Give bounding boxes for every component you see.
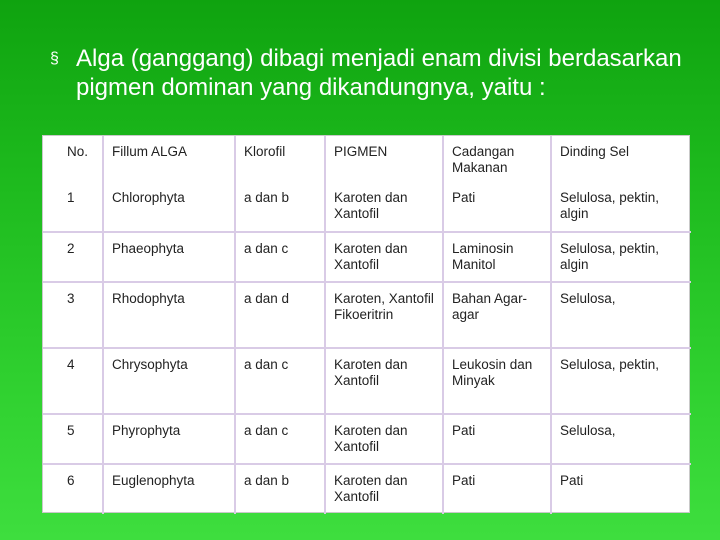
cell-cadangan: Pati: [443, 414, 551, 464]
cell-no: 5: [43, 414, 103, 464]
cell-pigmen: Karoten dan Xantofil: [325, 414, 443, 464]
cell-pigmen: Karoten dan Xantofil: [325, 464, 443, 514]
cell-dinding: Pati: [560, 473, 584, 488]
cell-fillum: Phyrophyta: [103, 414, 235, 464]
cell-pigmen: Karoten dan Xantofil: [325, 182, 443, 232]
cell-klorofil: a dan c: [235, 348, 325, 414]
cell-pigmen: Karoten dan Xantofil: [325, 232, 443, 282]
cell-dinding: Selulosa,: [551, 414, 691, 464]
header-klorofil: Klorofil: [235, 136, 325, 182]
table-row: [43, 232, 691, 282]
cell-cadangan: Leukosin dan Minyak: [443, 348, 551, 414]
cell-klorofil: a dan c: [235, 414, 325, 464]
cell-dinding: Selulosa, pektin, algin: [551, 182, 691, 232]
header-cadangan: Cadangan Makanan: [443, 136, 551, 182]
table-row: [43, 348, 691, 414]
table-row: [43, 182, 691, 232]
cell-no: 3: [43, 282, 103, 348]
table-header-row: [43, 136, 691, 182]
cell-fillum: Chrysophyta: [103, 348, 235, 414]
algae-table: [42, 135, 690, 513]
cell-cadangan: Pati: [443, 182, 551, 232]
bullet-point: [50, 44, 690, 102]
bullet-marker: §: [50, 50, 59, 67]
cell-cadangan: Bahan Agar-agar: [443, 282, 551, 348]
header-pigmen: PIGMEN: [325, 136, 443, 182]
cell-fillum: Euglenophyta: [103, 464, 235, 514]
cell-dinding: Selulosa,: [551, 282, 691, 348]
cell-pigmen: Karoten, Xantofil Fikoeritrin: [325, 282, 443, 348]
header-no: No.: [43, 136, 103, 182]
cell-klorofil: a dan b: [235, 182, 325, 232]
cell-dinding: Selulosa, pektin,: [551, 348, 691, 414]
cell-no: 2: [43, 232, 103, 282]
bullet-text: Alga (ganggang) dibagi menjadi enam divisi berdasarkan pigmen dominan yang dikandungnya, yaitu :: [76, 45, 682, 101]
cell-fillum: Chlorophyta: [103, 182, 235, 232]
header-fillum: Fillum ALGA: [103, 136, 235, 182]
cell-klorofil: a dan b: [235, 464, 325, 514]
cell-no: 1: [43, 182, 103, 232]
header-dinding: Dinding Sel: [560, 144, 630, 159]
cell-klorofil: a dan d: [235, 282, 325, 348]
table-row: [43, 464, 691, 514]
cell-cadangan: Pati: [443, 464, 551, 514]
cell-no: 6: [43, 464, 103, 514]
cell-klorofil: a dan c: [235, 232, 325, 282]
cell-dinding: Selulosa, pektin, algin: [551, 232, 691, 282]
cell-pigmen: Karoten dan Xantofil: [325, 348, 443, 414]
cell-no: 4: [43, 348, 103, 414]
table-row: [43, 414, 691, 464]
algae-division-table: [43, 136, 691, 514]
cell-cadangan: Laminosin Manitol: [443, 232, 551, 282]
cell-fillum: Phaeophyta: [103, 232, 235, 282]
cell-fillum: Rhodophyta: [103, 282, 235, 348]
table-row: [43, 282, 691, 348]
